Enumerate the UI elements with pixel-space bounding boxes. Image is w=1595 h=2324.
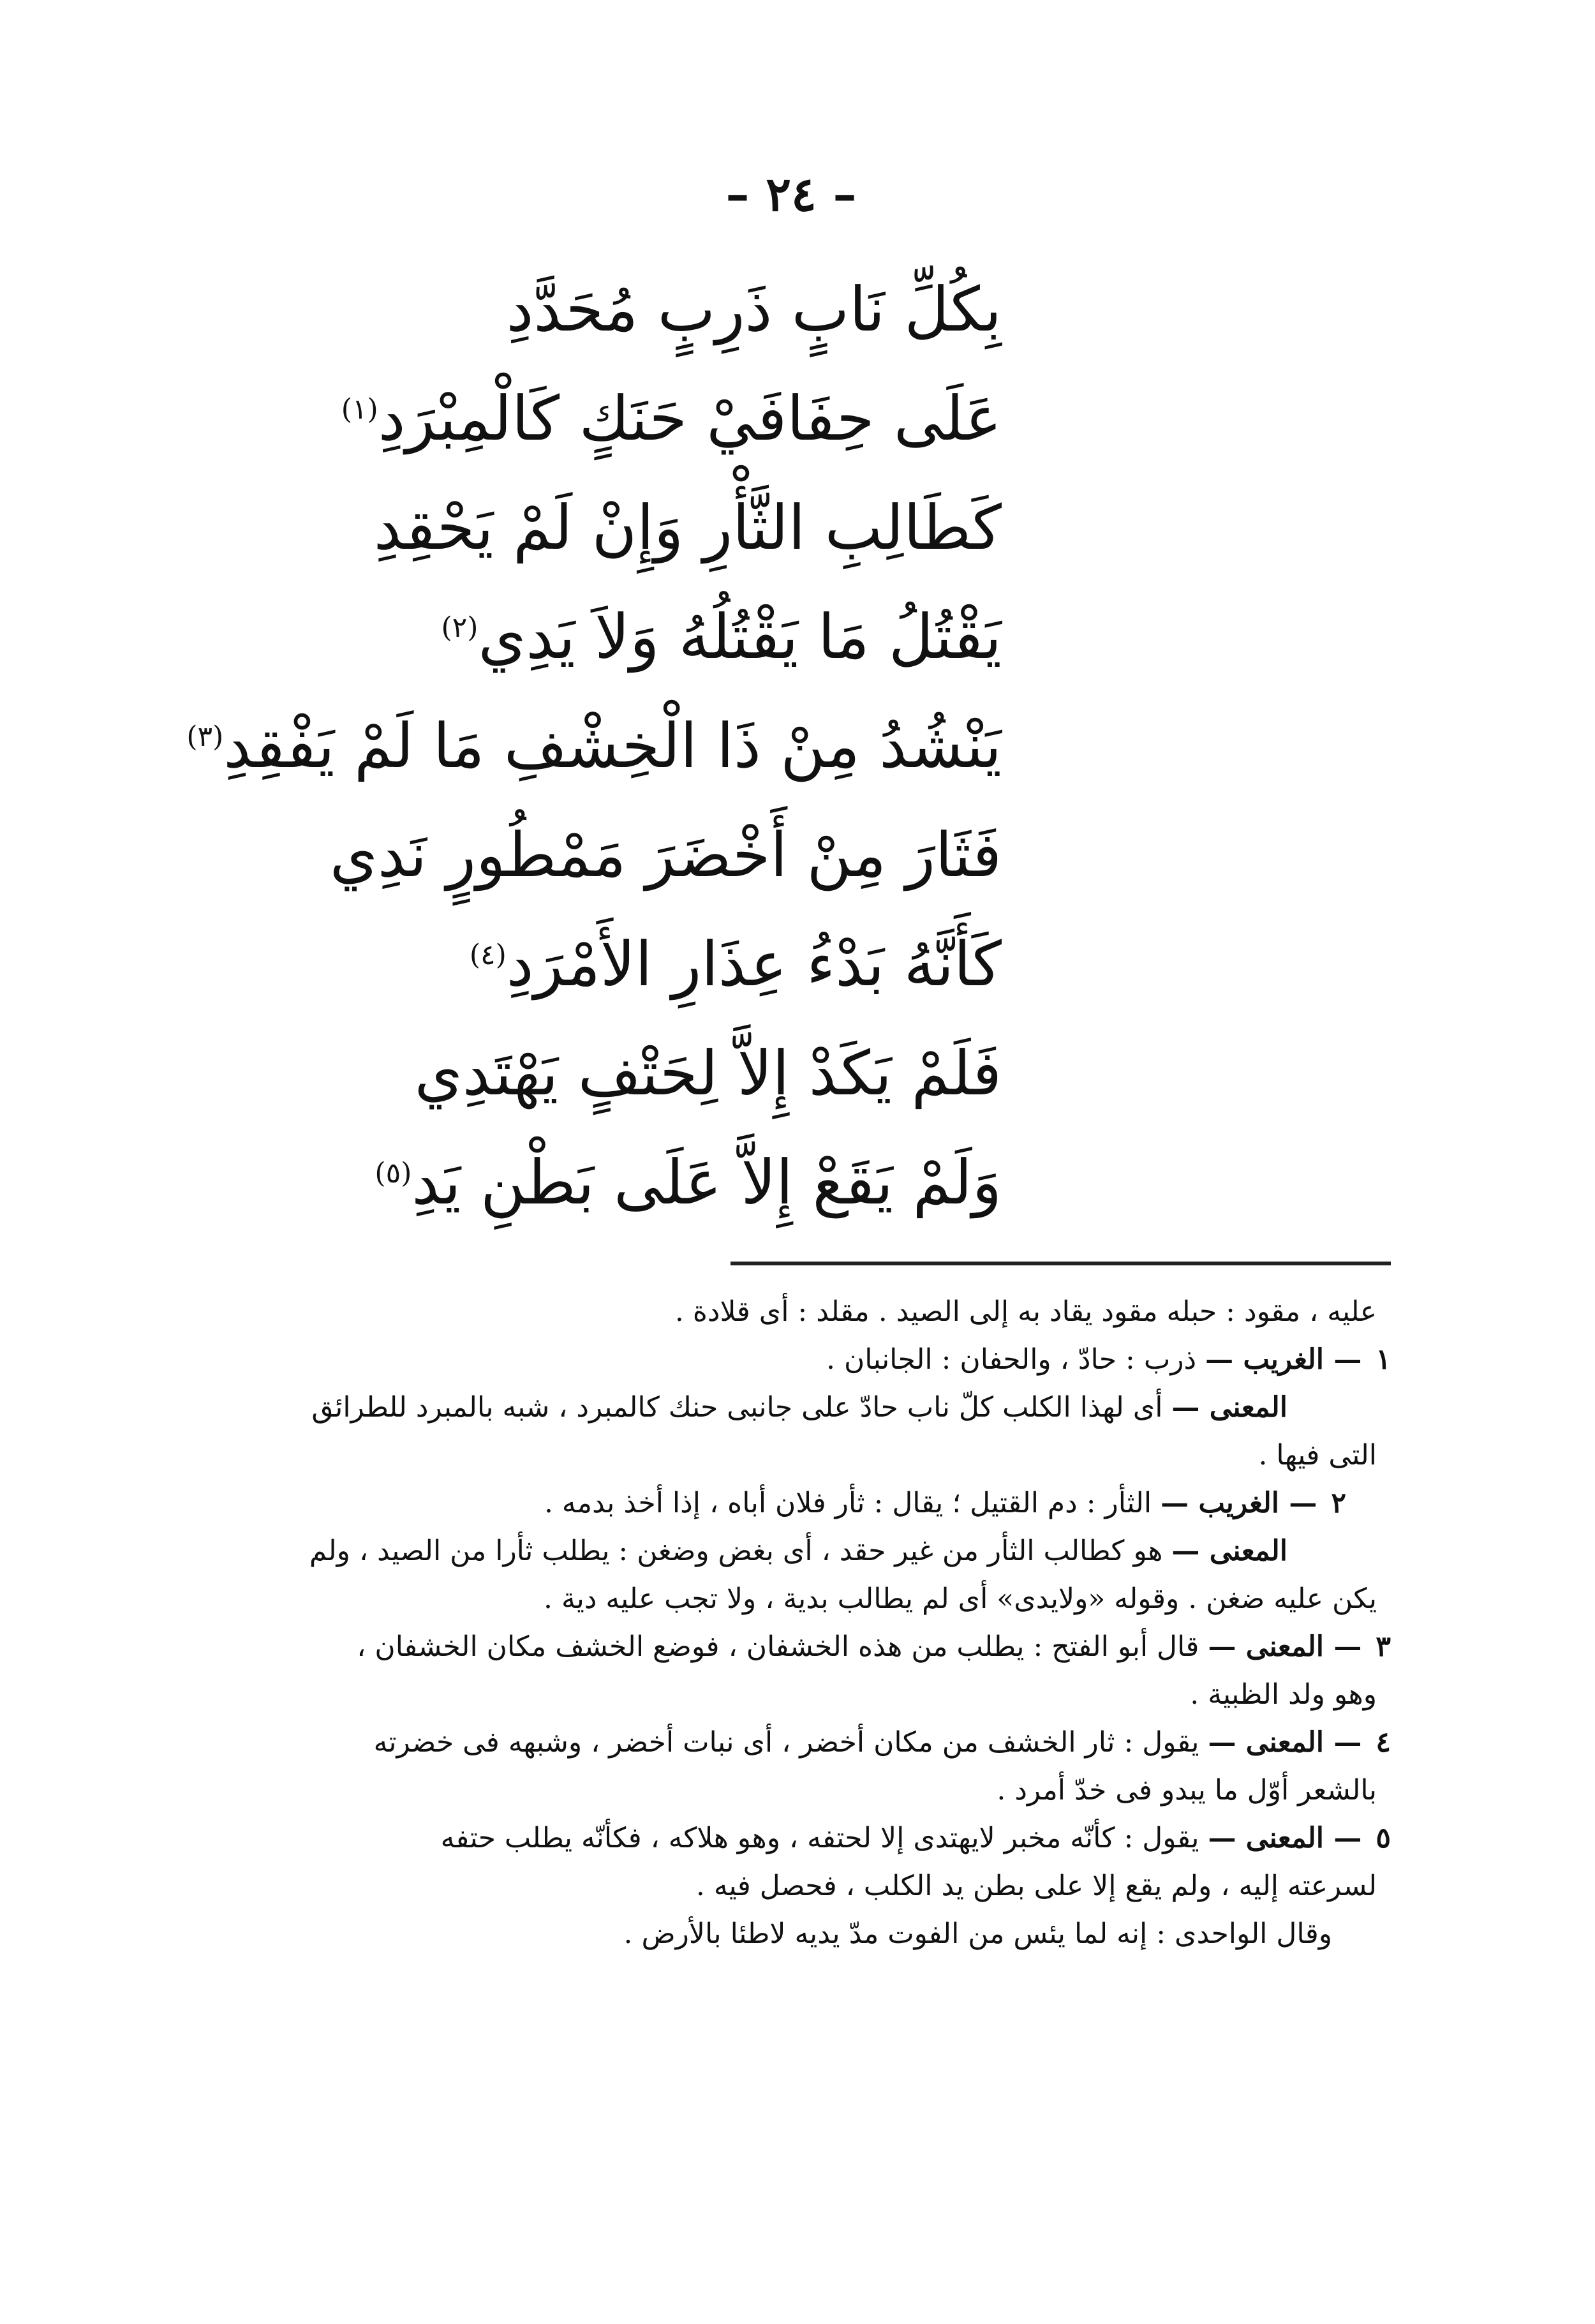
verse-text: يَقْتُلُ مَا يَقْتُلُهُ وَلاَ يَدِي (478, 601, 1002, 673)
footnote-line (191, 1575, 1391, 1623)
verse-line (375, 1128, 1002, 1237)
verse-text: عَلَى حِفَافَيْ حَنَكٍ كَالْمِبْرَدِ (378, 383, 1002, 454)
verse-text: بِكُلِّ نَابٍ ذَرِبٍ مُحَدَّدِ (506, 274, 1002, 345)
footnote-line (191, 1383, 1391, 1431)
verse-text: فَلَمْ يَكَدْ إِلاَّ لِحَتْفٍ يَهْتَدِي (414, 1038, 1002, 1109)
footnote-line (191, 1336, 1391, 1383)
footnote-divider (731, 1262, 1391, 1265)
footnote-text: ذرب : حادّ ، والحفان : الجانبان . (826, 1343, 1197, 1376)
footnote-label: — المعنى — (1208, 1630, 1362, 1663)
footnote-marker: (١) (341, 393, 378, 426)
verse-text: كَأَنَّهُ بَدْءُ عِذَارِ الأَمْرَدِ (506, 928, 1002, 1000)
footnote-text: لسرعته إليه ، ولم يقع إلا على بطن يد الكلب ، فحصل فيه . (695, 1870, 1377, 1902)
footnote-marker: (٣) (186, 720, 224, 753)
footnote-text: أى لهذا الكلب كلّ ناب حادّ على جانبى حنك كالمبرد ، شبه بالمبرد للطرائق (311, 1391, 1163, 1424)
footnote-line (191, 1766, 1391, 1814)
footnote-marker: (٢) (441, 611, 478, 644)
footnote-text: يقول : ثار الخشف من مكان أخضر ، أى نبات أخضر ، وشبهه فى خضرته (373, 1726, 1199, 1759)
footnote-text: عليه ، مقود : حبله مقود يقاد به إلى الصيد . مقلد : أى قلادة . (674, 1295, 1377, 1328)
footnote-text: وقال الواحدى : إنه لما يئس من الفوت مدّ يديه لاطئا بالأرض . (623, 1918, 1332, 1950)
footnote-label: — الغريب — (1205, 1343, 1362, 1376)
footnote-label: المعنى — (1171, 1535, 1287, 1567)
footnote-line (191, 1671, 1391, 1718)
footnote-line (191, 1718, 1391, 1766)
verse-text: فَثَارَ مِنْ أَخْضَرَ مَمْطُورٍ نَدِي (329, 819, 1002, 891)
footnote-line (191, 1479, 1391, 1527)
footnote-line (191, 1910, 1391, 1958)
footnote-text: بالشعر أوّل ما يبدو فى خدّ أمرد . (997, 1774, 1377, 1806)
verse-line (414, 1019, 1002, 1128)
footnote-text: يقول : كأنّه مخبر لايهتدى إلا لحتفه ، وهو هلاكه ، فكأنّه يطلب حتفه (440, 1822, 1199, 1854)
footnote-number: ٣ (1376, 1630, 1391, 1663)
verse-line (427, 583, 1002, 692)
footnote-line (191, 1288, 1391, 1336)
footnote-line (191, 1527, 1391, 1575)
footnote-text: وهو ولد الظبية . (1190, 1678, 1377, 1711)
footnote-label: — المعنى — (1208, 1726, 1362, 1759)
footnote-text: يكن عليه ضغن . وقوله «ولايدى» أى لم يطالب بدية ، ولا تجب عليه دية . (544, 1583, 1377, 1615)
footnote-text: الثأر : دم القتيل ؛ يقال : ثأر فلان أباه ، إذا أخذ بدمه . (544, 1487, 1152, 1519)
verse-text: يَنْشُدُ مِنْ ذَا الْخِشْفِ مَا لَمْ يَفْقِدِ (223, 710, 1002, 782)
verse-text: كَطَالِبِ الثَّأْرِ وَإِنْ لَمْ يَحْقِدِ (373, 492, 1002, 563)
footnote-line (191, 1814, 1391, 1862)
footnote-text: هو كطالب الثأر من غير حقد ، أى بغض وضغن : يطلب ثأرا من الصيد ، ولم (309, 1535, 1163, 1567)
verse-line (186, 692, 1002, 801)
footnote-label: — المعنى — (1208, 1822, 1362, 1854)
footnote-number: ٢ (1331, 1487, 1346, 1519)
verse-text: وَلَمْ يَقَعْ إِلاَّ عَلَى بَطْنِ يَدِ (412, 1147, 1002, 1218)
verse-line (341, 364, 1002, 473)
footnote-number: ٥ (1376, 1822, 1391, 1854)
footnote-label: — الغريب — (1161, 1487, 1317, 1519)
verse-line (373, 473, 1002, 583)
footnote-line (191, 1862, 1391, 1910)
footnote-line (191, 1623, 1391, 1671)
verse-line (427, 255, 1002, 364)
footnote-marker: (٤) (469, 939, 507, 971)
footnotes (191, 1288, 1391, 1958)
footnote-number: ٤ (1376, 1726, 1391, 1759)
page-number: – ٢٤ – (725, 167, 857, 222)
footnote-text: قال أبو الفتح : يطلب من هذه الخشفان ، فوضع الخشف مكان الخشفان ، (357, 1630, 1199, 1663)
footnote-label: المعنى — (1171, 1391, 1287, 1424)
footnote-marker: (٥) (375, 1157, 412, 1189)
footnote-number: ١ (1376, 1343, 1391, 1376)
poem-verses (186, 255, 1002, 1237)
verse-line (427, 910, 1002, 1019)
footnote-text: التى فيها . (1258, 1439, 1377, 1471)
footnote-line (191, 1431, 1391, 1479)
verse-line (329, 801, 1002, 910)
